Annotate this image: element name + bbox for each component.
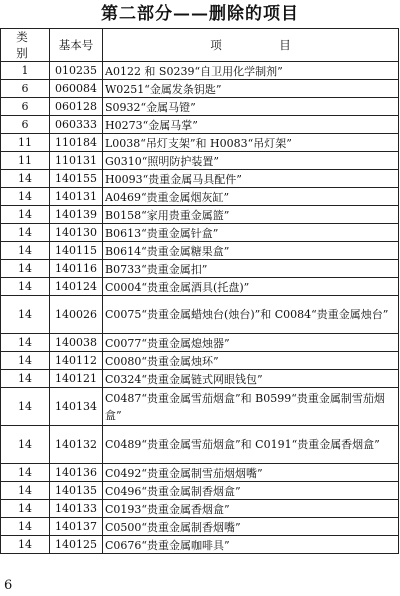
cell-category: 14 [1,278,50,296]
table-row [1,134,399,152]
cell-item: C0492“贵重金属制雪茄烟烟嘴” [103,464,399,482]
cell-category: 14 [1,482,50,500]
cell-item: G0310“照明防护装置” [103,152,399,170]
cell-number: 140136 [50,464,103,482]
table-row [1,188,399,206]
table-row [1,518,399,536]
table-row [1,370,399,388]
table-row [1,260,399,278]
cell-item: S0932“金属马镫” [103,98,399,116]
table-row [1,170,399,188]
cell-item: C0324“贵重金属链式网眼钱包” [103,370,399,388]
cell-item: C0193“贵重金属香烟盒” [103,500,399,518]
cell-item: C0075“贵重金属蜡烛台(烛台)”和 C0084“贵重金属烛台” [103,296,399,334]
cell-item: W0251“金属发条钥匙” [103,80,399,98]
cell-number: 140121 [50,370,103,388]
cell-category: 6 [1,98,50,116]
cell-category: 14 [1,518,50,536]
cell-number: 140115 [50,242,103,260]
cell-item: C0077“贵重金属熄烛器” [103,334,399,352]
cell-number: 140116 [50,260,103,278]
cell-item: B0614“贵重金属糖果盒” [103,242,399,260]
cell-category: 14 [1,242,50,260]
cell-number: 140137 [50,518,103,536]
cell-category: 14 [1,388,50,426]
cell-number: 110184 [50,134,103,152]
cell-category: 14 [1,334,50,352]
cell-number: 060084 [50,80,103,98]
cell-item: B0613“贵重金属针盒” [103,224,399,242]
table-row [1,388,399,426]
cell-category: 14 [1,426,50,464]
cell-category: 6 [1,116,50,134]
cell-category: 11 [1,134,50,152]
cell-item: C0500“贵重金属制香烟嘴” [103,518,399,536]
table-row [1,62,399,80]
cell-category: 1 [1,62,50,80]
cell-number: 140026 [50,296,103,334]
table-row [1,426,399,464]
cell-item: C0487“贵重金属雪茄烟盒”和 B0599“贵重金属制雪茄烟盒” [103,388,399,426]
cell-item: C0004“贵重金属酒具(托盘)” [103,278,399,296]
cell-number: 140124 [50,278,103,296]
cell-category: 14 [1,352,50,370]
cell-item: C0080“贵重金属烛环” [103,352,399,370]
table-row [1,116,399,134]
cell-number: 140132 [50,426,103,464]
cell-item: A0122 和 S0239“自卫用化学制剂” [103,62,399,80]
cell-category: 14 [1,260,50,278]
table-body [1,62,399,554]
table-row [1,464,399,482]
cell-item: L0038“吊灯支架”和 H0083“吊灯架” [103,134,399,152]
cell-number: 010235 [50,62,103,80]
header-item: 项 目 [103,29,399,62]
table-row [1,536,399,554]
cell-item: B0733“贵重金属扣” [103,260,399,278]
cell-item: H0273“金属马掌” [103,116,399,134]
cell-number: 140038 [50,334,103,352]
table-header-row [1,29,399,62]
table-row [1,482,399,500]
cell-category: 14 [1,296,50,334]
cell-category: 14 [1,370,50,388]
cell-item: A0469“贵重金属烟灰缸” [103,188,399,206]
cell-number: 140112 [50,352,103,370]
cell-category: 14 [1,206,50,224]
cell-category: 14 [1,536,50,554]
table-row [1,352,399,370]
table-row [1,224,399,242]
cell-item: B0158“家用贵重金属篮” [103,206,399,224]
cell-category: 14 [1,170,50,188]
table-row [1,80,399,98]
header-category: 类 别 [1,29,50,62]
cell-number: 140135 [50,482,103,500]
cell-item: H0093“贵重金属马具配件” [103,170,399,188]
cell-item: C0489“贵重金属雪茄烟盒”和 C0191“贵重金属香烟盒” [103,426,399,464]
cell-item: C0676“贵重金属咖啡具” [103,536,399,554]
table-row [1,296,399,334]
table-row [1,206,399,224]
cell-category: 14 [1,188,50,206]
table-row [1,98,399,116]
page-number: 6 [4,578,13,593]
table-row [1,242,399,260]
deleted-items-table [0,28,399,554]
cell-category: 14 [1,500,50,518]
cell-number: 060333 [50,116,103,134]
cell-number: 060128 [50,98,103,116]
cell-number: 140155 [50,170,103,188]
cell-number: 140133 [50,500,103,518]
page-title: 第二部分——删除的项目 [101,4,299,24]
cell-category: 14 [1,224,50,242]
table-row [1,278,399,296]
table-row [1,334,399,352]
cell-category: 6 [1,80,50,98]
cell-number: 140134 [50,388,103,426]
header-number: 基本号 [50,29,103,62]
cell-category: 14 [1,464,50,482]
cell-number: 140139 [50,206,103,224]
table-row [1,152,399,170]
cell-number: 140125 [50,536,103,554]
cell-number: 140130 [50,224,103,242]
cell-number: 110131 [50,152,103,170]
cell-item: C0496“贵重金属制香烟盒” [103,482,399,500]
cell-number: 140131 [50,188,103,206]
table-row [1,500,399,518]
cell-category: 11 [1,152,50,170]
